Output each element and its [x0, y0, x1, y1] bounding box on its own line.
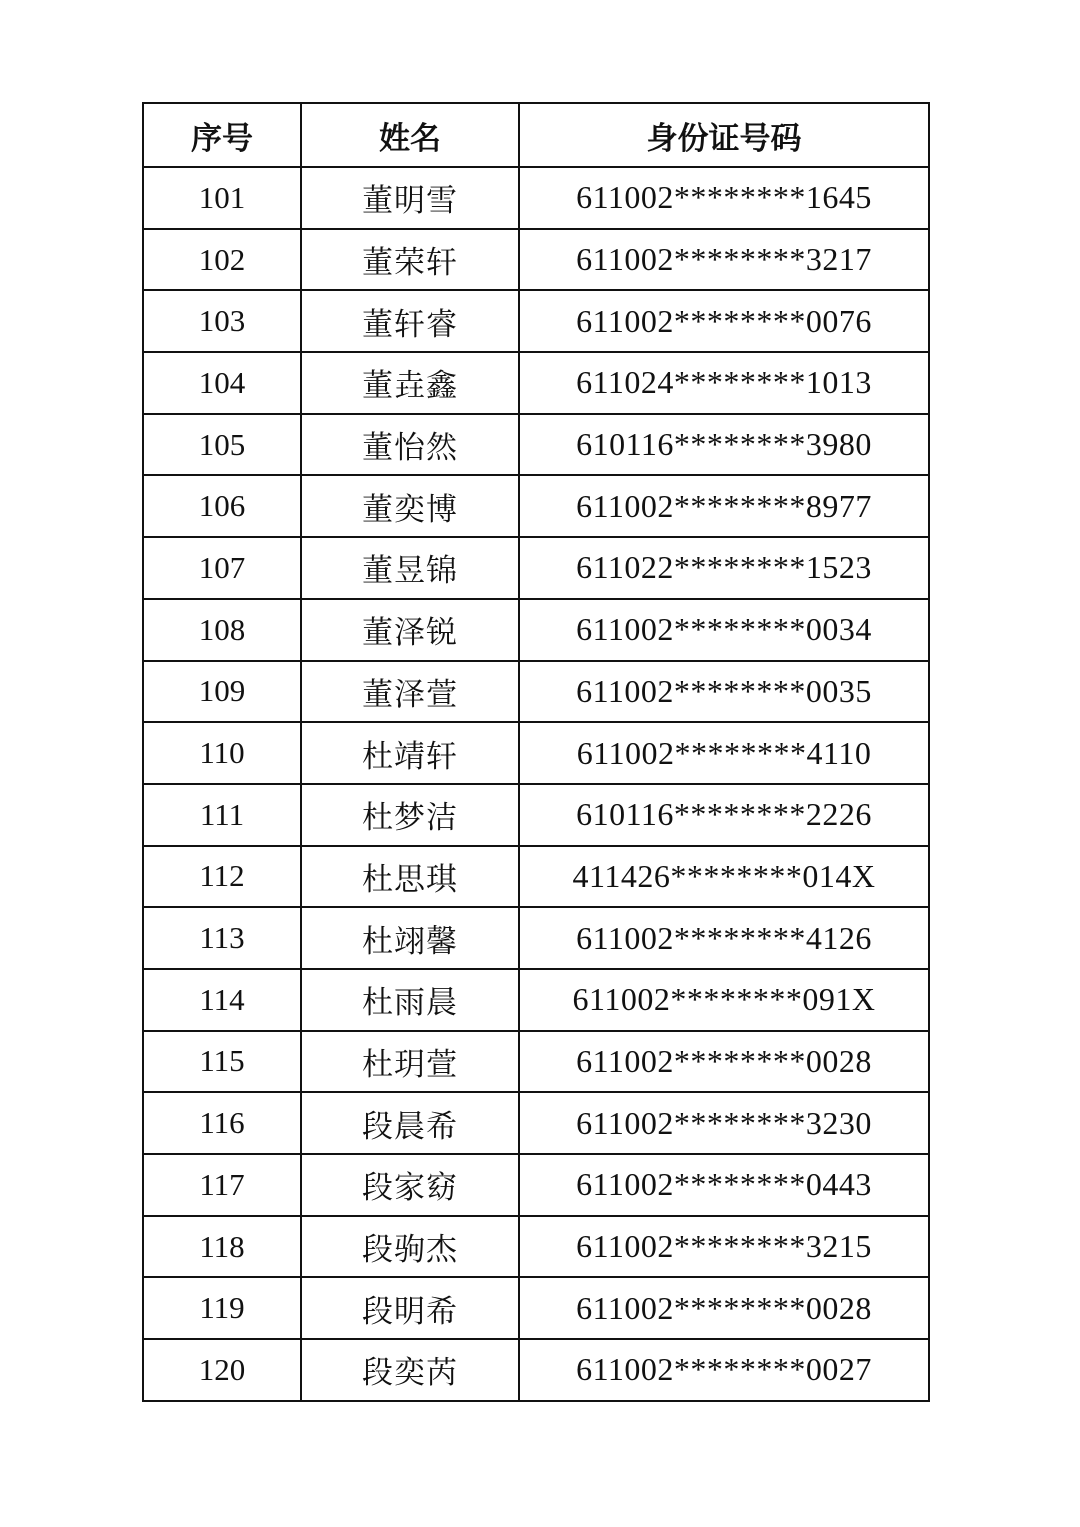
id-number-cell: 611002********0027 — [519, 1339, 929, 1401]
id-number-cell: 611024********1013 — [519, 352, 929, 414]
seq-cell: 113 — [143, 907, 301, 969]
id-number-cell: 611002********0076 — [519, 290, 929, 352]
id-number-cell: 611002********3230 — [519, 1092, 929, 1154]
table-row — [143, 475, 929, 537]
name-cell: 段明希 — [301, 1277, 519, 1339]
table-row — [143, 290, 929, 352]
table-row — [143, 1031, 929, 1093]
id-number-cell: 411426********014X — [519, 846, 929, 908]
table-row — [143, 722, 929, 784]
id-number-cell: 611002********0035 — [519, 661, 929, 723]
name-cell: 董奕博 — [301, 475, 519, 537]
name-cell: 董轩睿 — [301, 290, 519, 352]
seq-cell: 117 — [143, 1154, 301, 1216]
id-number-cell: 611002********0443 — [519, 1154, 929, 1216]
id-number-cell: 611002********0028 — [519, 1031, 929, 1093]
name-cell: 段晨希 — [301, 1092, 519, 1154]
name-cell: 董泽萱 — [301, 661, 519, 723]
id-number-cell: 611002********4126 — [519, 907, 929, 969]
name-cell: 杜梦洁 — [301, 784, 519, 846]
table-row — [143, 846, 929, 908]
seq-cell: 110 — [143, 722, 301, 784]
seq-cell: 120 — [143, 1339, 301, 1401]
header-seq: 序号 — [143, 103, 301, 167]
name-cell: 杜靖轩 — [301, 722, 519, 784]
name-cell: 董怡然 — [301, 414, 519, 476]
seq-cell: 119 — [143, 1277, 301, 1339]
table-body — [143, 167, 929, 1401]
seq-cell: 111 — [143, 784, 301, 846]
table-header-row — [143, 103, 929, 167]
header-name: 姓名 — [301, 103, 519, 167]
name-cell: 董荣轩 — [301, 229, 519, 291]
seq-cell: 118 — [143, 1216, 301, 1278]
name-cell: 杜思琪 — [301, 846, 519, 908]
id-number-cell: 611002********0034 — [519, 599, 929, 661]
name-cell: 段家窈 — [301, 1154, 519, 1216]
table-row — [143, 599, 929, 661]
table-row — [143, 907, 929, 969]
seq-cell: 114 — [143, 969, 301, 1031]
name-cell: 董垚鑫 — [301, 352, 519, 414]
header-id-number: 身份证号码 — [519, 103, 929, 167]
id-number-cell: 611002********3215 — [519, 1216, 929, 1278]
id-number-cell: 611002********1645 — [519, 167, 929, 229]
name-cell: 段驹杰 — [301, 1216, 519, 1278]
name-cell: 董明雪 — [301, 167, 519, 229]
id-number-cell: 610116********2226 — [519, 784, 929, 846]
table-row — [143, 352, 929, 414]
name-cell: 董昱锦 — [301, 537, 519, 599]
table-row — [143, 414, 929, 476]
table-row — [143, 784, 929, 846]
id-number-cell: 611002********4110 — [519, 722, 929, 784]
seq-cell: 104 — [143, 352, 301, 414]
seq-cell: 105 — [143, 414, 301, 476]
name-cell: 杜玥萱 — [301, 1031, 519, 1093]
seq-cell: 109 — [143, 661, 301, 723]
name-cell: 董泽锐 — [301, 599, 519, 661]
roster-table — [142, 102, 930, 1402]
seq-cell: 108 — [143, 599, 301, 661]
seq-cell: 106 — [143, 475, 301, 537]
table-row — [143, 1216, 929, 1278]
seq-cell: 102 — [143, 229, 301, 291]
seq-cell: 107 — [143, 537, 301, 599]
table-row — [143, 167, 929, 229]
table-row — [143, 969, 929, 1031]
seq-cell: 112 — [143, 846, 301, 908]
table-row — [143, 1277, 929, 1339]
name-cell: 段奕芮 — [301, 1339, 519, 1401]
id-number-cell: 611002********091X — [519, 969, 929, 1031]
id-number-cell: 611002********8977 — [519, 475, 929, 537]
id-number-cell: 611002********3217 — [519, 229, 929, 291]
name-cell: 杜雨晨 — [301, 969, 519, 1031]
table-row — [143, 661, 929, 723]
table-row — [143, 537, 929, 599]
id-number-cell: 611002********0028 — [519, 1277, 929, 1339]
table-row — [143, 1339, 929, 1401]
id-number-cell: 610116********3980 — [519, 414, 929, 476]
id-number-cell: 611022********1523 — [519, 537, 929, 599]
table-row — [143, 229, 929, 291]
seq-cell: 116 — [143, 1092, 301, 1154]
seq-cell: 103 — [143, 290, 301, 352]
table-row — [143, 1092, 929, 1154]
seq-cell: 115 — [143, 1031, 301, 1093]
seq-cell: 101 — [143, 167, 301, 229]
name-cell: 杜翊馨 — [301, 907, 519, 969]
table-row — [143, 1154, 929, 1216]
